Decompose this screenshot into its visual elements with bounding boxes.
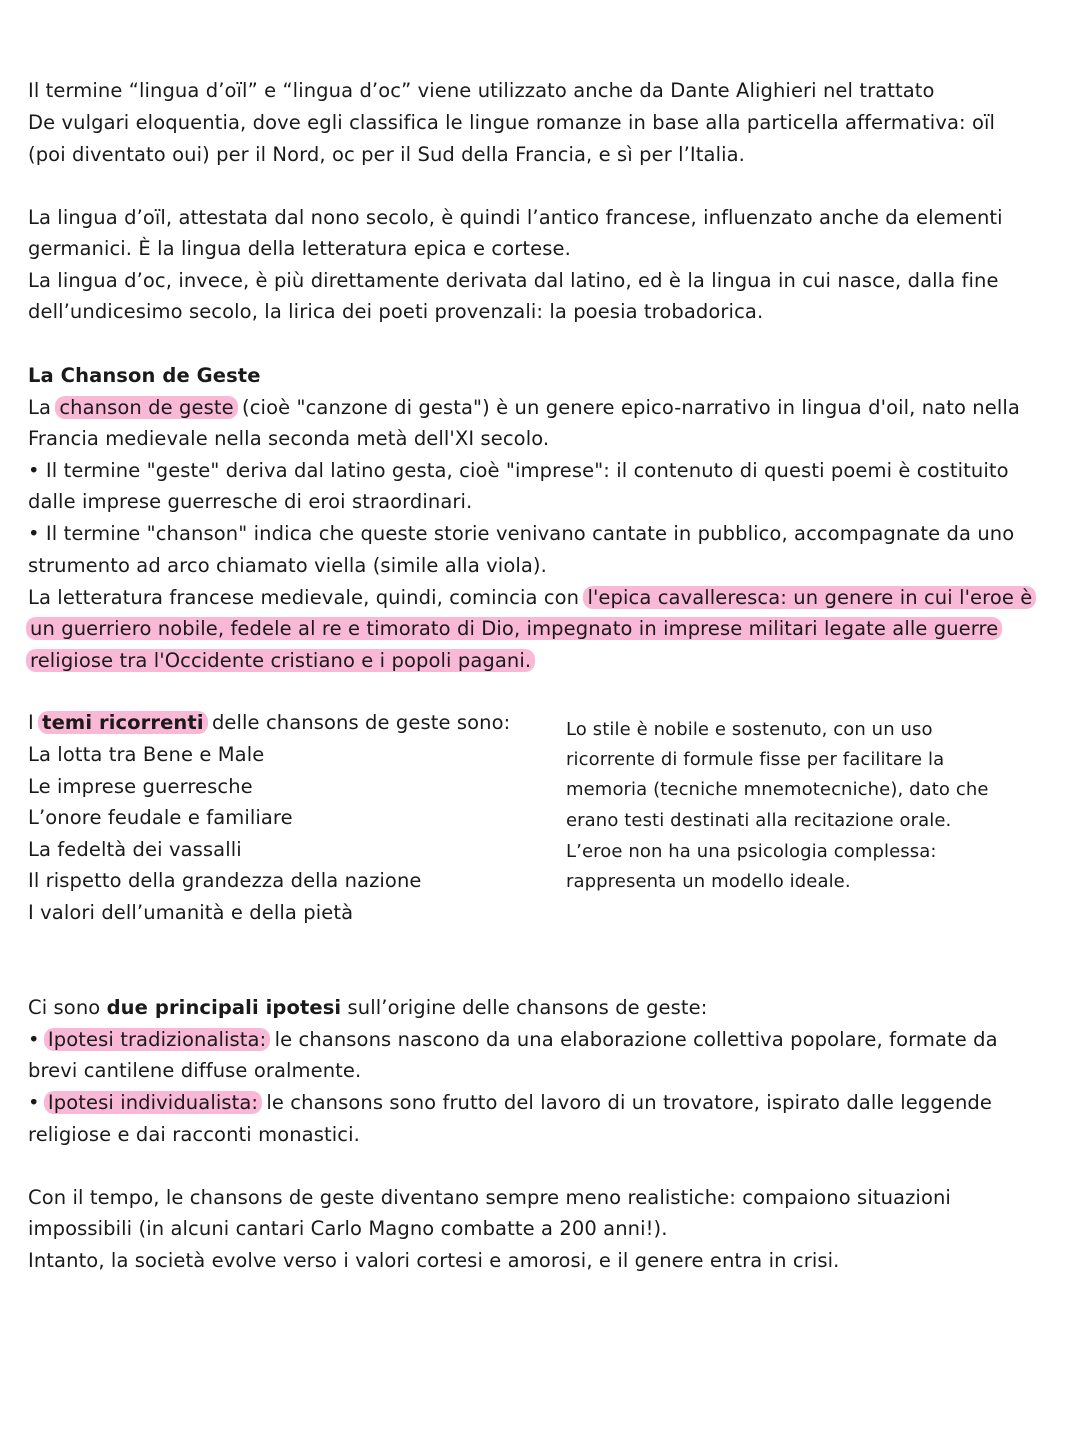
stile-line: erano testi destinati alla recitazione orale. [566, 810, 952, 831]
ipotesi-intro-post: sull’origine delle chansons de geste: [347, 996, 708, 1019]
intro-line-2: De vulgari eloquentia, dove egli classifica le lingue romanze in base alla particella affermativa: oïl [28, 111, 996, 134]
ipotesi-tradizionalista-text: le chansons nascono da una elaborazione collettiva popolare, formate da [274, 1028, 998, 1051]
highlight-ipotesi-tradizionalista: Ipotesi tradizionalista: [44, 1028, 270, 1051]
highlight-chanson-de-geste: chanson de geste [55, 396, 237, 419]
chanson-p1-pre: La [28, 396, 52, 419]
temi-intro-pre: I [28, 711, 34, 734]
bullet-geste-line-1: • Il termine "geste" deriva dal latino gesta, cioè "imprese": il contenuto di questi poemi è costituito [28, 459, 1009, 482]
stile-line: Lo stile è nobile e sostenuto, con un uso [566, 719, 933, 740]
tema-item: Le imprese guerresche [28, 775, 253, 798]
ipotesi-tradizionalista-line-1 [28, 1025, 998, 1055]
chanson-p1-line-2: Francia medievale nella seconda metà dell'XI secolo. [28, 427, 550, 450]
chanson-p2-line-2 [28, 614, 1000, 644]
stile-line: L’eroe non ha una psicologia complessa: [566, 841, 937, 862]
section-heading: La Chanson de Geste [28, 364, 261, 387]
highlight-epica-3: religiose tra l'Occidente cristiano e i popoli pagani. [26, 649, 535, 672]
chanson-p2-line-3 [28, 646, 533, 676]
highlight-epica-1: l'epica cavalleresca: un genere in cui l'eroe è [583, 586, 1036, 609]
tema-item: I valori dell’umanità e della pietà [28, 901, 354, 924]
bullet-geste-line-2: dalle imprese guerresche di eroi straordinari. [28, 490, 473, 513]
chanson-p1-line-1 [28, 393, 1020, 423]
stile-line: ricorrente di formule fisse per facilitare la [566, 749, 945, 770]
tema-item: La lotta tra Bene e Male [28, 743, 265, 766]
chanson-p2-pre: La letteratura francese medievale, quindi, comincia con [28, 586, 580, 609]
ipotesi-intro [28, 993, 707, 1023]
temi-intro [28, 708, 510, 738]
oc-line-2: dell’undicesimo secolo, la lirica dei poeti provenzali: la poesia trobadorica. [28, 300, 764, 323]
highlight-ipotesi-individualista: Ipotesi individualista: [44, 1091, 262, 1114]
tema-item: La fedeltà dei vassalli [28, 838, 242, 861]
intro-line-3: (poi diventato oui) per il Nord, oc per il Sud della Francia, e sì per l’Italia. [28, 143, 745, 166]
tema-item: L’onore feudale e familiare [28, 806, 293, 829]
highlight-epica-2: un guerriero nobile, fedele al re e timorato di Dio, impegnato in imprese militari legate alle guerre [26, 617, 1002, 640]
bullet-chanson-line-2: strumento ad arco chiamato viella (simile alla viola). [28, 554, 547, 577]
conclusione-line-2: impossibili (in alcuni cantari Carlo Magno combatte a 200 anni!). [28, 1217, 668, 1240]
oc-line-1: La lingua d’oc, invece, è più direttamente derivata dal latino, ed è la lingua in cui nasce, dalla fine [28, 269, 999, 292]
ipotesi-individualista-line-2: religiose e dai racconti monastici. [28, 1123, 360, 1146]
oil-line-2: germanici. È la lingua della letteratura epica e cortese. [28, 237, 571, 260]
oil-line-1: La lingua d’oïl, attestata dal nono secolo, è quindi l’antico francese, influenzato anche da elementi [28, 206, 1003, 229]
ipotesi-intro-pre: Ci sono [28, 996, 101, 1019]
bullet: • [28, 1091, 40, 1114]
stile-line: rappresenta un modello ideale. [566, 871, 851, 892]
conclusione-line-1: Con il tempo, le chansons de geste diventano sempre meno realistiche: compaiono situazioni [28, 1186, 951, 1209]
bullet: • [28, 1028, 40, 1051]
ipotesi-individualista-text: le chansons sono frutto del lavoro di un trovatore, ispirato dalle leggende [266, 1091, 992, 1114]
tema-item: Il rispetto della grandezza della nazione [28, 869, 422, 892]
highlight-temi-ricorrenti: temi ricorrenti [38, 711, 207, 734]
bullet-chanson-line-1: • Il termine "chanson" indica che queste storie venivano cantate in pubblico, accompagnate da uno [28, 522, 1015, 545]
chanson-p2-line-1 [28, 583, 1034, 613]
ipotesi-intro-bold: due principali ipotesi [106, 996, 342, 1019]
intro-line-1: Il termine “lingua d’oïl” e “lingua d’oc” viene utilizzato anche da Dante Alighieri nel trattato [28, 79, 935, 102]
temi-intro-post: delle chansons de geste sono: [211, 711, 511, 734]
chanson-p1-post: (cioè "canzone di gesta") è un genere epico-narrativo in lingua d'oil, nato nella [242, 396, 1020, 419]
conclusione-line-3: Intanto, la società evolve verso i valori cortesi e amorosi, e il genere entra in crisi. [28, 1249, 840, 1272]
stile-line: memoria (tecniche mnemotecniche), dato che [566, 779, 989, 800]
ipotesi-individualista-line-1 [28, 1088, 992, 1118]
ipotesi-tradizionalista-line-2: brevi cantilene diffuse oralmente. [28, 1059, 362, 1082]
